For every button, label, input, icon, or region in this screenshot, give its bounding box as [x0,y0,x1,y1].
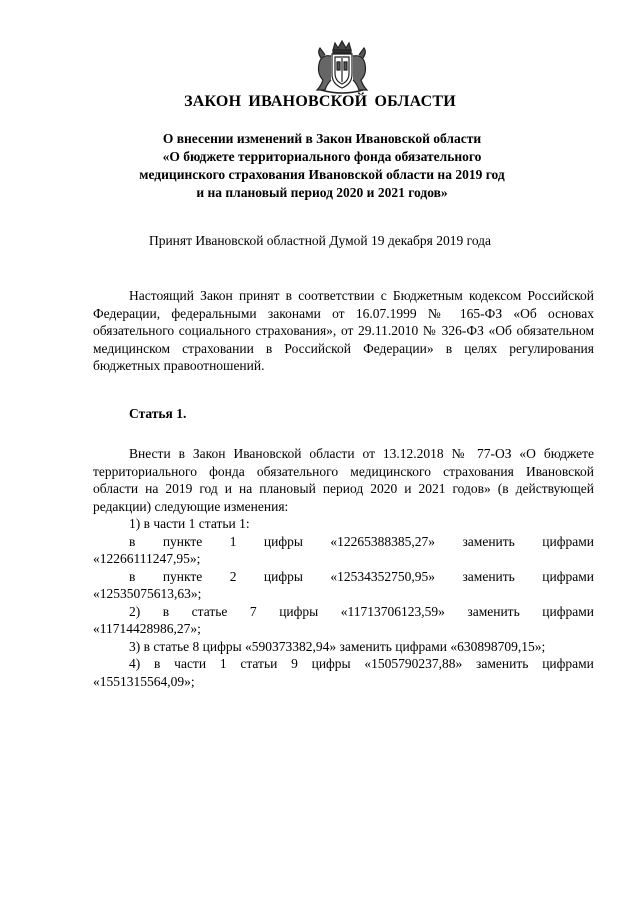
word: цифрами [542,568,594,584]
word: заменить [462,568,515,584]
list-item-4-continuation: «1551315564,09»; [93,673,195,689]
word: «1505790237,88» [364,656,463,671]
word: заменить [462,533,515,549]
word: в [154,656,161,671]
word: 2 [229,568,237,584]
word: в [162,603,170,619]
word: пункте [162,568,203,584]
subtitle-line: «О бюджете территориального фонда обязательного [162,149,482,164]
word: цифрами [542,533,594,549]
word: заменить [467,603,520,619]
word: цифры [279,603,319,619]
word: статье [191,603,228,619]
word: «12265388385,27» [330,533,436,549]
subtitle-line: медицинского страхования Ивановской области на 2019 год [139,167,505,182]
article-intro-paragraph: Внести в Закон Ивановской области от 13.12.2018 № 77-ОЗ «О бюджете территориального фонда обязательного медицинского страхования Ивановской области на 2019 год и на плановый период 2020 и 2021 годов» (в действующей редакции) следующие изменения: [93,446,594,514]
article-heading: Статья 1. [129,406,187,421]
word: цифры [263,533,303,549]
list-item-1a-continuation: «12266111247,95»; [93,551,201,566]
subtitle-line: и на плановый период 2020 и 2021 годов» [196,185,448,200]
list-item-2-continuation: «11714428986,27»; [93,621,201,636]
law-title: ЗАКОН ИВАНОВСКОЙ ОБЛАСТИ [184,93,456,110]
coat-of-arms-emblem [311,40,373,96]
word: 2) [129,603,141,619]
word: статьи [240,656,278,671]
word: цифрами [542,603,594,619]
word: части [174,656,207,671]
preamble-paragraph: Настоящий Закон принят в соответствии с Бюджетным кодексом Российской Федерации, федеральными законами от 16.07.1999 № 165-ФЗ «Об основах обязательного социального страхования», от 29.11.2010 № 326-ФЗ «Об обязательном медицинском страховании в Российской Федерации» в целях регулирования бюджетных правоотношений. [93,288,594,373]
preamble-block [93,287,594,375]
word: 9 [291,656,298,671]
word: «11713706123,59» [340,603,445,619]
list-item-4 [93,655,594,673]
word: 7 [249,603,257,619]
word: цифры [311,656,351,671]
list-item-1: 1) в части 1 статьи 1: [129,516,250,531]
word: в [129,533,136,549]
article-body [93,445,594,690]
word: в [129,568,136,584]
word: пункте [162,533,203,549]
word: цифрами [542,656,594,671]
word: «12534352750,95» [330,568,436,584]
list-item-1b [93,568,594,586]
list-item-1b-continuation: «12535075613,63»; [93,586,202,601]
list-item-3: 3) в статье 8 цифры «590373382,94» заменить цифрами «630898709,15»; [129,638,546,654]
list-item-2 [93,603,594,621]
word: 1 [219,656,227,671]
adoption-line: Принят Ивановской областной Думой 19 декабря 2019 года [148,233,492,248]
word: цифры [263,568,303,584]
subtitle-line: О внесении изменений в Закон Ивановской области [162,131,482,146]
law-subtitle [120,130,524,202]
word: 1 [229,533,237,549]
word: 4) [129,656,141,671]
list-item-1a [93,533,594,551]
word: заменить [476,656,529,671]
